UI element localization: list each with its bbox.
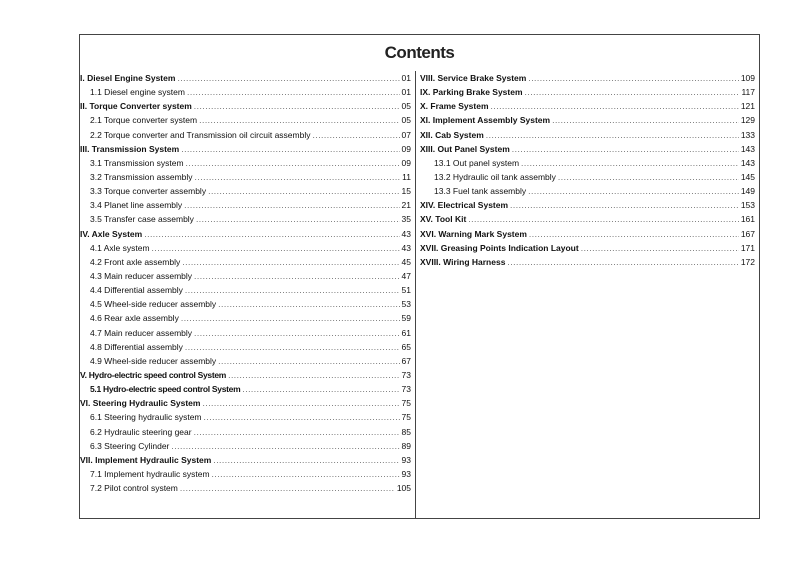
toc-entry-label: 6.1 Steering hydraulic system [90, 412, 202, 423]
toc-dot-leader [144, 227, 399, 241]
toc-subsection-entry[interactable] [420, 184, 755, 198]
toc-dot-leader [525, 85, 740, 99]
toc-page-number: 75 [401, 412, 411, 423]
toc-dot-leader [212, 467, 400, 481]
toc-page-number: 51 [401, 285, 411, 296]
contents-left-column [80, 71, 411, 495]
toc-section-entry[interactable] [420, 241, 755, 255]
toc-entry-label: II. Torque Converter system [80, 101, 192, 112]
toc-entry-label: 3.1 Transmission system [90, 157, 184, 168]
toc-entry-label: VII. Implement Hydraulic System [80, 454, 212, 465]
toc-section-entry[interactable] [420, 198, 755, 212]
toc-entry-label: IV. Axle System [80, 228, 143, 239]
toc-dot-leader [194, 425, 400, 439]
toc-page-number: 161 [740, 214, 755, 225]
toc-section-entry[interactable] [420, 212, 755, 226]
toc-dot-leader [208, 184, 399, 198]
toc-entry-label: 4.2 Front axle assembly [90, 256, 181, 267]
toc-page-number: 21 [401, 200, 411, 211]
toc-page-number: 43 [401, 228, 411, 239]
toc-entry-label: 5.1 Hydro-electric speed control System [90, 384, 241, 395]
toc-page-number: 143 [740, 143, 755, 154]
toc-entry-label: 7.2 Pilot control system [90, 483, 178, 494]
toc-page-number: 171 [740, 242, 755, 253]
toc-subsection-entry[interactable] [80, 340, 411, 354]
toc-section-entry[interactable] [80, 368, 411, 382]
toc-section-entry[interactable] [420, 227, 755, 241]
toc-entry-label: X. Frame System [420, 101, 489, 112]
toc-entry-label: VI. Steering Hydraulic System [80, 398, 201, 409]
toc-entry-label: 4.4 Differential assembly [90, 285, 183, 296]
toc-dot-leader [558, 170, 739, 184]
toc-page-number: 73 [401, 369, 411, 380]
toc-dot-leader [187, 85, 400, 99]
toc-section-entry[interactable] [420, 128, 755, 142]
toc-dot-leader [491, 99, 739, 113]
toc-subsection-entry[interactable] [80, 283, 411, 297]
toc-page-number: 15 [401, 186, 411, 197]
toc-subsection-entry[interactable] [80, 212, 411, 226]
toc-dot-leader [185, 340, 400, 354]
toc-dot-leader [218, 297, 399, 311]
toc-entry-label: I. Diesel Engine System [80, 73, 176, 83]
toc-subsection-entry[interactable] [80, 354, 411, 368]
toc-subsection-entry[interactable] [80, 269, 411, 283]
toc-dot-leader [204, 410, 400, 424]
toc-subsection-entry[interactable] [80, 439, 411, 453]
toc-section-entry[interactable] [420, 71, 755, 85]
toc-subsection-entry[interactable] [80, 481, 411, 495]
toc-section-entry[interactable] [420, 113, 755, 127]
toc-page-number: 129 [740, 115, 755, 126]
toc-entry-label: XIII. Out Panel System [420, 143, 510, 154]
toc-section-entry[interactable] [80, 142, 411, 156]
toc-entry-label: XV. Tool Kit [420, 214, 467, 225]
toc-subsection-entry[interactable] [420, 156, 755, 170]
toc-page-number: 45 [401, 256, 411, 267]
toc-entry-label: 13.3 Fuel tank assembly [434, 186, 527, 197]
toc-page-number: 01 [401, 73, 411, 83]
toc-entry-label: 4.6 Rear axle assembly [90, 313, 179, 324]
toc-entry-label: XVIII. Wiring Harness [420, 256, 506, 267]
toc-page-number: 43 [401, 242, 411, 253]
toc-dot-leader [194, 269, 399, 283]
toc-page-number: 105 [396, 483, 411, 494]
toc-dot-leader [581, 241, 739, 255]
toc-page-number: 145 [740, 171, 755, 182]
toc-page-number: 85 [401, 426, 411, 437]
toc-page-number: 65 [401, 341, 411, 352]
toc-subsection-entry[interactable] [80, 382, 411, 396]
toc-dot-leader [152, 241, 400, 255]
toc-entry-label: 2.1 Torque converter system [90, 115, 198, 126]
toc-page-number: 172 [740, 256, 755, 267]
toc-entry-label: 1.1 Diesel engine system [90, 87, 185, 98]
toc-dot-leader [177, 71, 399, 85]
toc-subsection-entry[interactable] [80, 85, 411, 99]
toc-dot-leader [199, 113, 399, 127]
toc-dot-leader [182, 255, 399, 269]
contents-right-column [420, 71, 755, 269]
toc-dot-leader [186, 156, 400, 170]
toc-entry-label: 6.2 Hydraulic steering gear [90, 426, 192, 437]
toc-dot-leader [181, 142, 399, 156]
toc-dot-leader [194, 326, 399, 340]
toc-subsection-entry[interactable] [80, 170, 411, 184]
toc-dot-leader [529, 227, 739, 241]
toc-entry-label: XII. Cab System [420, 129, 484, 140]
toc-page-number: 133 [740, 129, 755, 140]
toc-dot-leader [195, 170, 401, 184]
toc-entry-label: 6.3 Steering Cylinder [90, 440, 170, 451]
toc-dot-leader [528, 184, 739, 198]
toc-dot-leader [171, 439, 399, 453]
toc-entry-label: 4.1 Axle system [90, 242, 150, 253]
toc-page-number: 109 [740, 73, 755, 83]
toc-entry-label: 7.1 Implement hydraulic system [90, 468, 210, 479]
toc-page-number: 149 [740, 186, 755, 197]
toc-section-entry[interactable] [80, 71, 411, 85]
toc-dot-leader [312, 128, 399, 142]
toc-dot-leader [510, 198, 739, 212]
toc-subsection-entry[interactable] [420, 170, 755, 184]
toc-subsection-entry[interactable] [80, 113, 411, 127]
toc-dot-leader [552, 113, 739, 127]
contents-frame [79, 34, 760, 519]
toc-subsection-entry[interactable] [80, 297, 411, 311]
toc-page-number: 53 [401, 299, 411, 310]
toc-dot-leader [468, 212, 739, 226]
toc-section-entry[interactable] [80, 227, 411, 241]
toc-entry-label: 13.1 Out panel system [434, 157, 520, 168]
toc-dot-leader [202, 396, 399, 410]
toc-entry-label: 13.2 Hydraulic oil tank assembly [434, 171, 556, 182]
toc-page-number: 67 [401, 355, 411, 366]
toc-entry-label: XI. Implement Assembly System [420, 115, 551, 126]
toc-section-entry[interactable] [80, 453, 411, 467]
toc-dot-leader [196, 212, 400, 226]
toc-page-number: 93 [401, 454, 411, 465]
toc-section-entry[interactable] [420, 255, 755, 269]
toc-dot-leader [185, 283, 400, 297]
toc-entry-label: 2.2 Torque converter and Transmission oil circuit assembly [90, 129, 311, 140]
toc-subsection-entry[interactable] [80, 156, 411, 170]
toc-page-number: 35 [401, 214, 411, 225]
toc-subsection-entry[interactable] [80, 425, 411, 439]
toc-page-number: 11 [402, 171, 411, 182]
toc-entry-label: V. Hydro-electric speed control System [80, 369, 227, 380]
toc-dot-leader [180, 481, 395, 495]
toc-subsection-entry[interactable] [80, 128, 411, 142]
toc-page-number: 09 [401, 143, 411, 154]
toc-section-entry[interactable] [80, 396, 411, 410]
toc-subsection-entry[interactable] [80, 198, 411, 212]
toc-page-number: 117 [741, 87, 755, 98]
toc-page-number: 143 [740, 157, 755, 168]
toc-entry-label: 4.8 Differential assembly [90, 341, 183, 352]
toc-entry-label: 3.4 Planet line assembly [90, 200, 183, 211]
toc-section-entry[interactable] [80, 99, 411, 113]
toc-entry-label: 4.3 Main reducer assembly [90, 270, 193, 281]
toc-dot-leader [184, 198, 399, 212]
toc-subsection-entry[interactable] [80, 255, 411, 269]
toc-page-number: 61 [401, 327, 411, 338]
toc-entry-label: XVII. Greasing Points Indication Layout [420, 242, 579, 253]
toc-dot-leader [228, 368, 399, 382]
toc-entry-label: XVI. Warning Mark System [420, 228, 527, 239]
toc-entry-label: 4.9 Wheel-side reducer assembly [90, 355, 217, 366]
toc-page-number: 47 [401, 270, 411, 281]
toc-dot-leader [213, 453, 399, 467]
toc-entry-label: 3.2 Transmission assembly [90, 171, 193, 182]
toc-section-entry[interactable] [420, 142, 755, 156]
toc-page-number: 09 [401, 157, 411, 168]
toc-page-number: 59 [401, 313, 411, 324]
toc-entry-label: IX. Parking Brake System [420, 87, 523, 98]
toc-page-number: 167 [740, 228, 755, 239]
toc-page-number: 05 [401, 101, 411, 112]
toc-entry-label: 3.5 Transfer case assembly [90, 214, 194, 225]
toc-subsection-entry[interactable] [80, 410, 411, 424]
toc-page-number: 75 [401, 398, 411, 409]
toc-dot-leader [507, 255, 738, 269]
page-title: Contents [384, 43, 455, 62]
toc-page-number: 01 [401, 87, 411, 98]
toc-dot-leader [486, 128, 739, 142]
toc-subsection-entry[interactable] [80, 311, 411, 325]
toc-dot-leader [512, 142, 739, 156]
toc-entry-label: 4.7 Main reducer assembly [90, 327, 193, 338]
toc-entry-label: VIII. Service Brake System [420, 73, 527, 83]
toc-section-entry[interactable] [420, 99, 755, 113]
toc-subsection-entry[interactable] [80, 241, 411, 255]
toc-page-number: 153 [740, 200, 755, 211]
toc-page-number: 07 [401, 129, 411, 140]
toc-subsection-entry[interactable] [80, 184, 411, 198]
toc-page-number: 121 [740, 101, 755, 112]
toc-dot-leader [242, 382, 399, 396]
toc-entry-label: 3.3 Torque converter assembly [90, 186, 207, 197]
toc-dot-leader [528, 71, 738, 85]
toc-page-number: 89 [401, 440, 411, 451]
toc-page-number: 93 [401, 468, 411, 479]
toc-dot-leader [218, 354, 399, 368]
toc-section-entry[interactable] [420, 85, 755, 99]
toc-subsection-entry[interactable] [80, 467, 411, 481]
toc-subsection-entry[interactable] [80, 326, 411, 340]
toc-dot-leader [521, 156, 739, 170]
toc-entry-label: 4.5 Wheel-side reducer assembly [90, 299, 217, 310]
toc-page-number: 05 [401, 115, 411, 126]
column-divider [415, 71, 416, 518]
toc-entry-label: XIV. Electrical System [420, 200, 509, 211]
toc-page-number: 73 [401, 384, 411, 395]
toc-entry-label: III. Transmission System [80, 143, 180, 154]
toc-dot-leader [194, 99, 400, 113]
toc-dot-leader [181, 311, 400, 325]
